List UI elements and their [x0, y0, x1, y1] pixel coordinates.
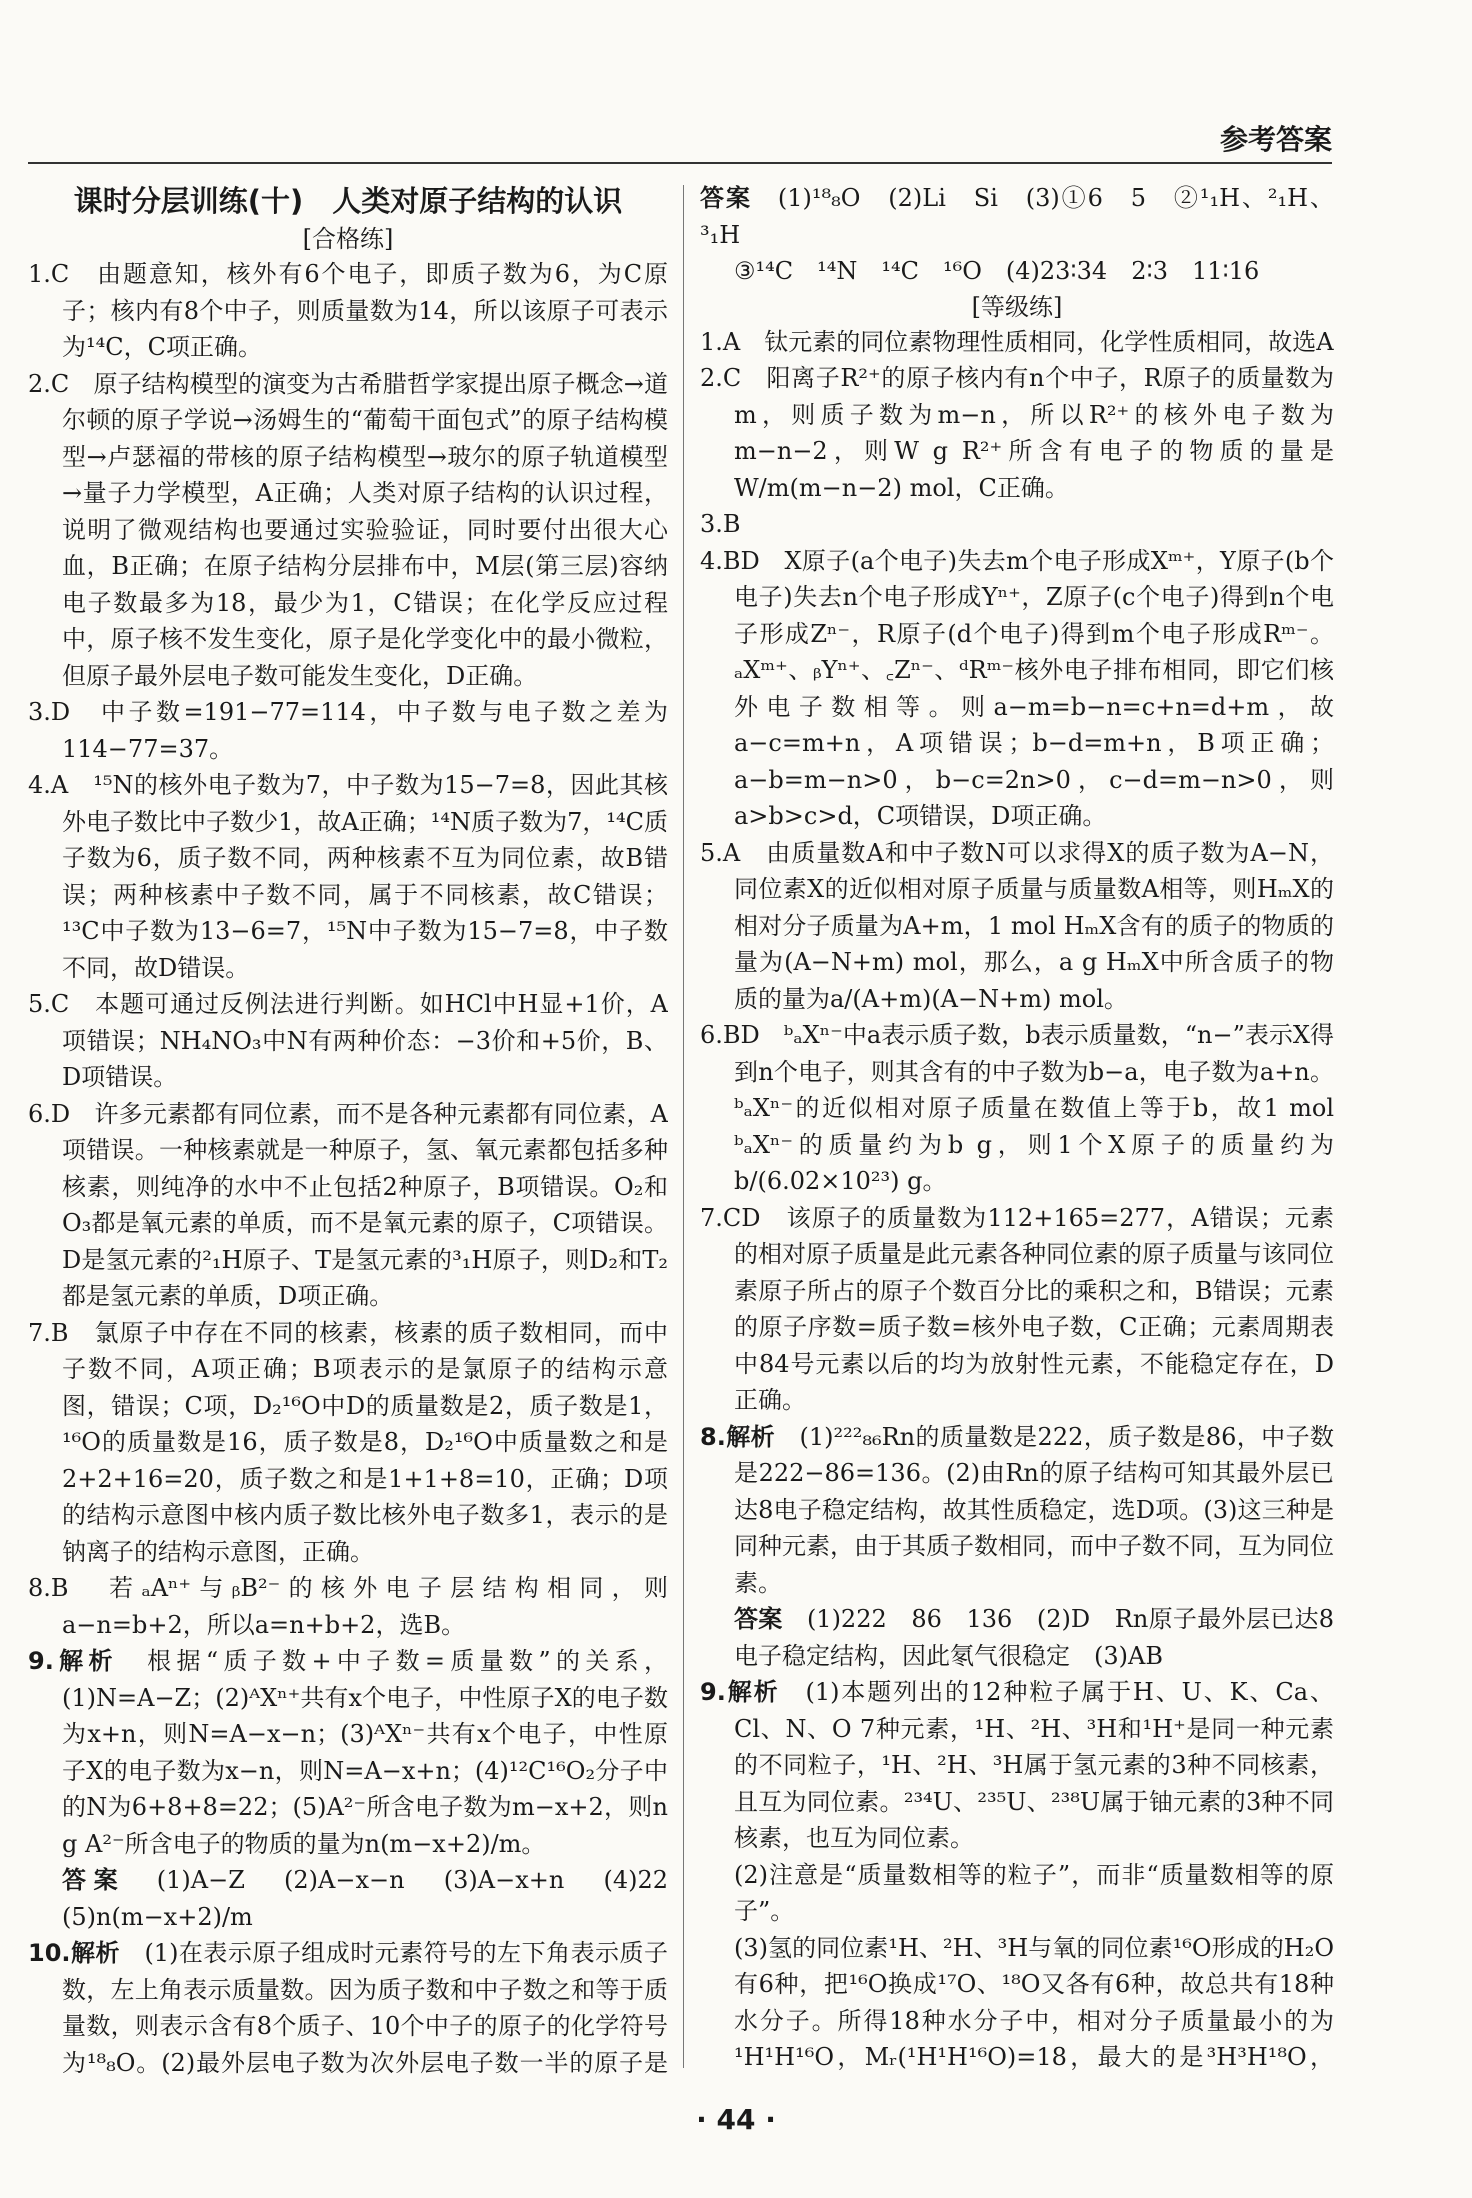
header-rule — [28, 162, 1332, 164]
advanced-item-4: 4.BD X原子(a个电子)失去m个电子形成Xᵐ⁺，Y原子(b个电子)失去n个电子形成Yⁿ⁺，Z原子(c个电子)得到n个电子形成Zⁿ⁻，R原子(d个电子)得到m个电子形成Rᵐ⁻。ₐXᵐ⁺、ᵦYⁿ⁺、꜀Zⁿ⁻、ᵈRᵐ⁻核外电子排布相同，即它们核外电子数相等。则a−m=b−n=c+n=d+m，故a−c=m+n，A项错误；b−d=m+n，B项正确；a−b=m−n>0，b−c=2n>0，c−d=m−n>0，则a>b>c>d，C项错误，D项正确。 — [700, 546, 1334, 830]
advanced-item-9-label: 9.解析 — [700, 1678, 780, 1706]
answer-item-10 — [28, 1935, 668, 2078]
top-answer-line-1: (1)¹⁸₈O (2)Li Si (3)①6 5 ②¹₁H、²₁H、³₁H — [700, 184, 1334, 249]
advanced-item-9 — [700, 1674, 1334, 1857]
advanced-item-9-p2: (2)注意是“质量数相等的粒子”，而非“质量数相等的原子”。 — [734, 1860, 1334, 1925]
item-9-label: 9.解析 — [28, 1647, 118, 1675]
top-answer-label: 答案 — [700, 184, 752, 212]
answer-item-2: 2.C 原子结构模型的演变为古希腊哲学家提出原子概念→道尔顿的原子学说→汤姆生的“葡萄干面包式”的原子结构模型→卢瑟福的带核的原子结构模型→玻尔的原子轨道模型→量子力学模型，A正确；人类对原子结构的认识过程，说明了微观结构也要通过实验验证，同时要付出很大心血，B正确；在原子结构分层排布中，M层(第三层)容纳电子数最多为18，最少为1，C错误；在化学反应过程中，原子核不发生变化，原子是化学变化中的最小微粒，但原子最外层电子数可能发生变化，D正确。 — [28, 369, 668, 690]
advanced-item-9-p1: (1)本题列出的12种粒子属于H、U、K、Ca、Cl、N、O 7种元素，¹H、²H、³H和¹H⁺是同一种元素的不同粒子，¹H、²H、³H属于氢元素的3种不同核素，且互为同位素。²³⁴U、²³⁵U、²³⁸U属于铀元素的3种不同核素，也互为同位素。 — [734, 1678, 1334, 1852]
item-9-answer-label: 答案 — [62, 1866, 126, 1894]
answer-item-9-answer — [28, 1862, 668, 1935]
advanced-item-3: 3.B — [700, 510, 741, 538]
answer-item-6: 6.D 许多元素都有同位素，而不是各种元素都有同位素，A项错误。一种核素就是一种原子，氢、氧元素都包括多种核素，则纯净的水中不止包括2种原子，B项错误。O₂和O₃都是氧元素的单质，而不是氧元素的原子，C项错误。D是氢元素的²₁H原子、T是氢元素的³₁H原子，则D₂和T₂都是氢元素的单质，D项正确。 — [28, 1099, 668, 1310]
item-9-text: 根据“质子数+中子数=质量数”的关系，(1)N=A−Z；(2)ᴬXⁿ⁺共有x个电子，中性原子X的电子数为x+n，则N=A−x−n；(3)ᴬXⁿ⁻共有x个电子，中性原子X的电子数为x−n，则N=A−x+n；(4)¹²C¹⁶O₂分子中的N为6+8+8=22；(5)A²⁻所含电子数为m−x+2，则n g A²⁻所含电子的物质的量为n(m−x+2)/m。 — [62, 1647, 668, 1858]
advanced-item-8-text: (1)²²²₈₆Rn的质量数是222，质子数是86，中子数是222−86=136。(2)由Rn的原子结构可知其最外层已达8电子稳定结构，故其性质稳定，选D项。(3)这三种是同种元素，由于其质子数相同，而中子数不同，互为同位素。 — [734, 1422, 1334, 1597]
answer-item-1: 1.C 由题意知，核外有6个电子，即质子数为6，为C原子；核内有8个中子，则质量数为14，所以该原子可表示为¹⁴C，C项正确。 — [28, 260, 668, 361]
advanced-item-8-answer-label: 答案 — [734, 1605, 783, 1633]
top-answer — [700, 180, 1334, 253]
advanced-item-8-answer — [700, 1601, 1334, 1674]
advanced-item-5: 5.A 由质量数A和中子数N可以求得X的质子数为A−N，同位素X的近似相对原子质量与质量数A相等，则HₘX的相对分子质量为A+m，1 mol HₘX含有的质子的物质的量为(A−N+m) mol，那么，a g HₘX中所含质子的物质的量为a/(A+m)(A−N+m) mol。 — [700, 838, 1334, 1013]
advanced-item-8 — [700, 1419, 1334, 1602]
answer-item-5: 5.C 本题可通过反例法进行判断。如HCl中H显+1价，A项错误；NH₄NO₃中N有两种价态：−3价和+5价，B、D项错误。 — [28, 990, 668, 1091]
section-label: 参考答案 — [1219, 123, 1332, 156]
page-title: 课时分层训练(十) 人类对原子结构的认识 — [73, 184, 623, 218]
answer-item-8: 8.B 若ₐAⁿ⁺与ᵦB²⁻的核外电子层结构相同，则a−n=b+2，所以a=n+b+2，选B。 — [28, 1574, 668, 1639]
advanced-item-8-answer-text: (1)222 86 136 (2)D Rn原子最外层已达8电子稳定结构，因此氡气很稳定 (3)AB — [734, 1605, 1334, 1670]
item-10-text: (1)在表示原子组成时元素符号的左下角表示质子数，左上角表示质量数。因为质子数和中子数之和等于质量数，则表示含有8个质子、10个中子的原子的化学符号为¹⁸₈O。(2)最外层电子数为次外层电子数一半的原子是 — [62, 1939, 668, 2077]
advanced-item-8-label: 8.解析 — [700, 1422, 776, 1451]
advanced-item-9-p3: (3)氢的同位素¹H、²H、³H与氧的同位素¹⁶O形成的H₂O有6种，把¹⁶O换成¹⁷O、¹⁸O又各有6种，故总共有18种水分子。所得18种水分子中，相对分子质量最小的为¹H¹H¹⁶O，Mᵣ(¹H¹H¹⁶O)=18，最大的是³H³H¹⁸O， — [734, 1933, 1334, 2071]
top-answer-line-2: ③¹⁴C ¹⁴N ¹⁴C ¹⁶O (4)23∶34 2∶3 11∶16 — [734, 257, 1260, 285]
section-heading-advanced: [等级练] — [971, 292, 1063, 321]
answer-item-7: 7.B 氯原子中存在不同的核素，核素的质子数相同，而中子数不同，A项正确；B项表示的是氯原子的结构示意图，错误；C项，D₂¹⁶O中D的质量数是2，质子数是1，¹⁶O的质量数是16，质子数是8，D₂¹⁶O中质量数之和是2+2+16=20，质子数之和是1+1+8=10，正确；D项的结构示意图中核内质子数比核外电子数多1，表示的是钠离子的结构示意图，正确。 — [28, 1318, 668, 1566]
answer-item-3: 3.D 中子数=191−77=114，中子数与电子数之差为114−77=37。 — [28, 698, 668, 763]
left-column — [28, 180, 668, 2078]
item-10-label: 10.解析 — [28, 1939, 120, 1967]
advanced-item-2: 2.C 阳离子R²⁺的原子核内有n个中子，R原子的质量数为m，则质子数为m−n，所以R²⁺的核外电子数为m−n−2，则W g R²⁺所含有电子的物质的量是W/m(m−n−2) mol，C正确。 — [700, 364, 1334, 502]
answer-item-4: 4.A ¹⁵N的核外电子数为7，中子数为15−7=8，因此其核外电子数比中子数少1，故A正确；¹⁴N质子数为7，¹⁴C质子数为6，质子数不同，两种核素不互为同位素，故B错误；两种核素中子数不同，属于不同核素，故C错误；¹³C中子数为13−6=7，¹⁵N中子数为15−7=8，中子数不同，故D错误。 — [28, 771, 668, 982]
item-9-answer-text: (1)A−Z (2)A−x−n (3)A−x+n (4)22 (5)n(m−x+2)/m — [62, 1866, 668, 1931]
column-divider — [683, 185, 684, 2068]
right-column — [700, 180, 1334, 2078]
advanced-item-6: 6.BD ᵇₐXⁿ⁻中a表示质子数，b表示质量数，“n−”表示X得到n个电子，则其含有的中子数为b−a，电子数为a+n。ᵇₐXⁿ⁻的近似相对原子质量在数值上等于b，故1 mol ᵇₐXⁿ⁻的质量约为b g，则1个X原子的质量约为b/(6.02×10²³) g。 — [700, 1021, 1334, 1195]
answer-item-9 — [28, 1643, 668, 1862]
advanced-item-1: 1.A 钛元素的同位素物理性质相同，化学性质相同，故选A — [700, 327, 1334, 356]
advanced-item-7: 7.CD 该原子的质量数为112+165=277，A错误；元素的相对原子质量是此元素各种同位素的原子质量与该同位素原子所占的原子个数百分比的乘积之和，B错误；元素的原子序数=质子数=核外电子数，C正确；元素周期表中84号元素以后的均为放射性元素，不能稳定存在，D正确。 — [700, 1203, 1334, 1414]
section-heading-basic: [合格练] — [302, 225, 394, 253]
page-number: · 44 · — [696, 2103, 776, 2136]
